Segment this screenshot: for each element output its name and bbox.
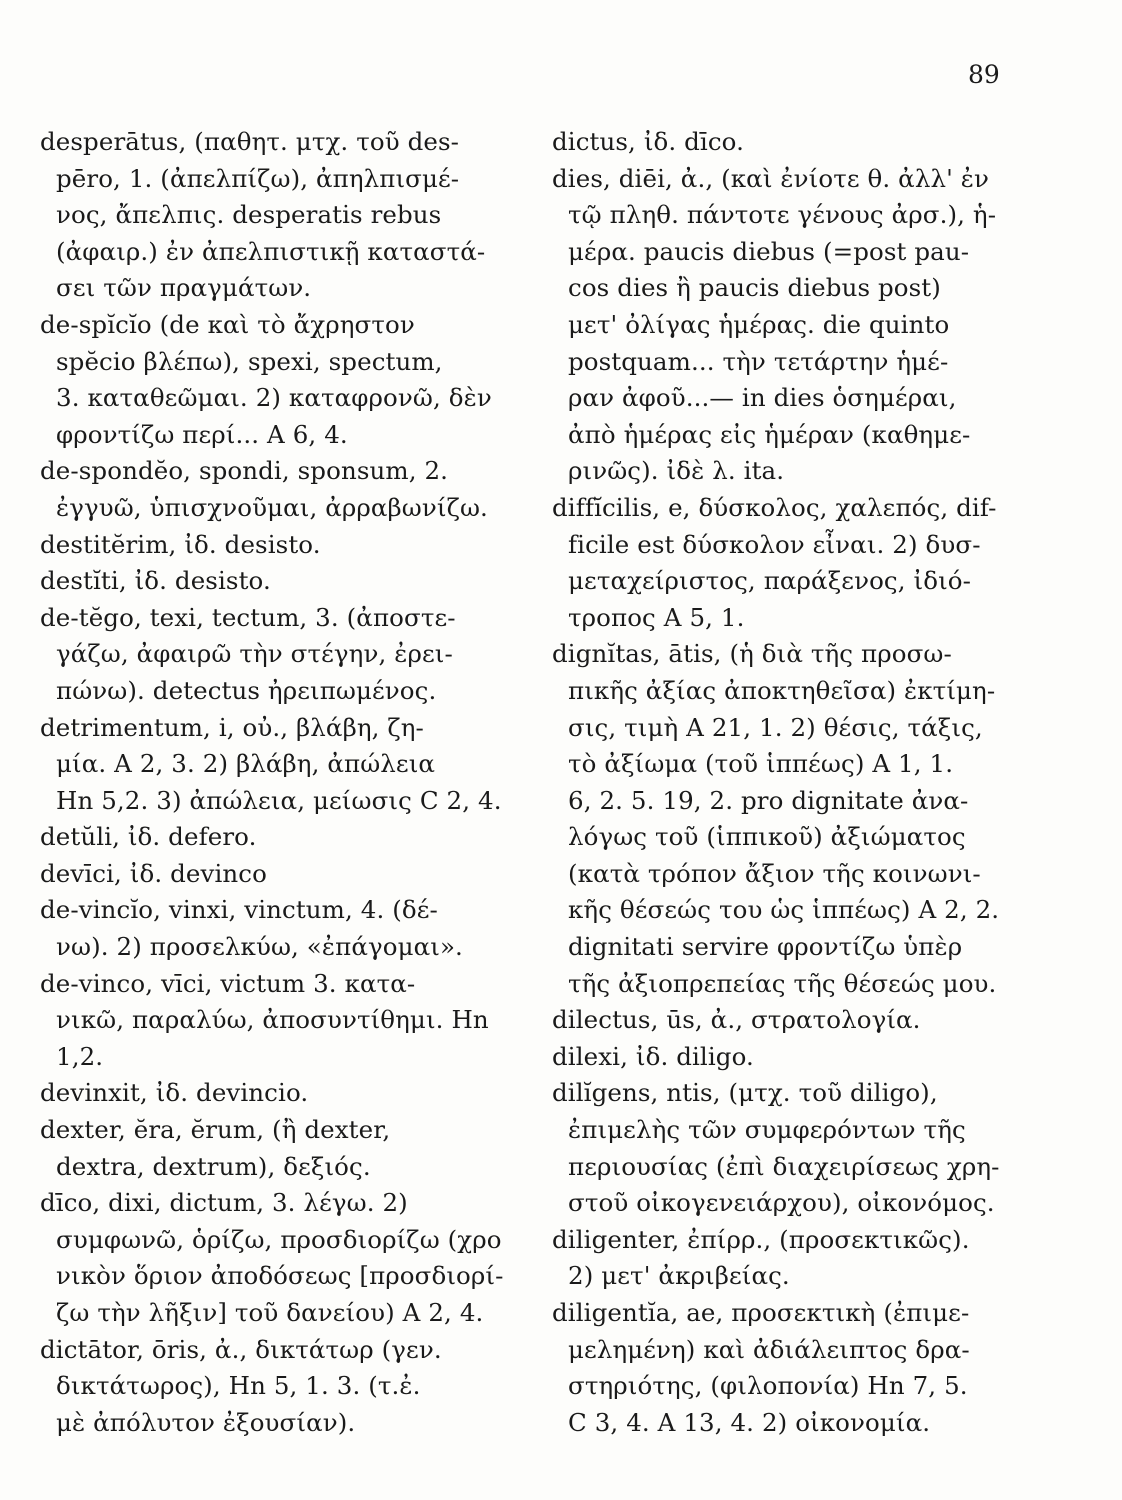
entry-continuation-line: dextra, dextrum), δεξιός. [56,1151,371,1181]
entry-headword-line: dilexi, ἰδ. diligo. [552,1041,754,1071]
entry-continuation-line: 6, 2. 5. 19, 2. pro dignitate ἀνα- [568,785,969,815]
entry-continuation-line: (ἀφαιρ.) ἐν ἀπελπιστικῇ καταστά- [56,236,486,266]
entry-continuation-line: ἀπὸ ἡμέρας εἰς ἡμέραν (καθημε- [568,419,971,449]
entry-continuation-line: ρινῶς). ἰδὲ λ. ita. [568,456,785,486]
entry-headword-line: dilectus, ūs, ἀ., στρατολογία. [552,1005,921,1035]
entry-headword-line: diligentĭa, ae, προσεκτικὴ (ἐπιμε- [552,1298,970,1327]
entry-continuation-line: dignitati servire φροντίζω ὑπὲρ [568,932,963,962]
left-column [40,124,530,1441]
entry-continuation-line: δικτάτωρος), Hn 5, 1. 3. (τ.ἐ. [56,1371,421,1401]
entry-headword-line: diffĭcilis, e, δύσκολος, χαλεπός, dif- [552,492,997,522]
entry-continuation-line: (κατὰ τρόπον ἄξιον τῆς κοινωνι- [568,858,981,888]
entry-continuation-line: C 3, 4. Α 13, 4. 2) οἰκονομία. [568,1407,931,1437]
entry-continuation-line: pēro, 1. (ἀπελπίζω), ἀπηλπισμέ- [56,163,460,193]
entry-continuation-line: στοῦ οἰκογενειάρχου), οἰκονόμος. [568,1188,995,1218]
entry-headword-line: destitĕrim, ἰδ. desisto. [40,529,321,559]
entry-continuation-line: μετ' ὀλίγας ἡμέρας. die quinto [568,309,950,339]
entry-headword-line: destĭti, ἰδ. desisto. [40,566,271,596]
entry-headword-line: de-spondĕo, spondi, sponsum, 2. [40,456,449,486]
entry-continuation-line: σει τῶν πραγμάτων. [56,273,312,303]
entry-headword-line: desperātus, (παθητ. μτχ. τοῦ des- [40,127,460,156]
entry-continuation-line: σις, τιμὴ Α 21, 1. 2) θέσις, τάξις, [568,712,983,742]
entry-headword-line: dilĭgens, ntis, (μτχ. τοῦ diligo), [552,1078,938,1108]
entry-headword-line: de-tĕgo, texi, tectum, 3. (ἀποστε- [40,602,456,632]
entry-continuation-line: ἐγγυῶ, ὑπισχνοῦμαι, ἀρραβωνίζω. [56,492,488,522]
entry-continuation-line: μέρα. paucis diebus (=post pau- [568,236,970,266]
entry-headword-line: dexter, ĕra, ĕrum, (ἢ dexter, [40,1115,391,1145]
entry-continuation-line: νος, ἄπελπις. desperatis rebus [56,200,442,230]
entry-continuation-line: νικὸν ὅριον ἀποδόσεως [προσδιορί- [56,1261,504,1291]
entry-continuation-line: πικῆς ἀξίας ἀποκτηθεῖσα) ἐκτίμη- [568,675,996,705]
entry-continuation-line: μεταχείριστος, παράξενος, ἰδιό- [568,566,972,596]
entry-continuation-line: τῷ πληθ. πάντοτε γένους ἀρσ.), ἡ- [568,200,997,230]
entry-headword-line: de-spĭcĭo (de καὶ τὸ ἄχρηστον [40,309,415,339]
entry-headword-line: dignĭtas, ātis, (ἡ διὰ τῆς προσω- [552,639,952,669]
entry-continuation-line: τροπος Α 5, 1. [568,602,745,632]
entry-continuation-line: γάζω, ἀφαιρῶ τὴν στέγην, ἐρει- [56,639,453,669]
entry-continuation-line: πώνω). detectus ἠρειπωμένος. [56,675,437,705]
entry-continuation-line: μὲ ἀπόλυτον ἐξουσίαν). [56,1407,356,1437]
entry-continuation-line: cos dies ἢ paucis diebus post) [568,273,941,303]
entry-continuation-line: περιουσίας (ἐπὶ διαχειρίσεως χρη- [568,1151,1000,1181]
entry-continuation-line: λόγως τοῦ (ἱππικοῦ) ἀξιώματος [568,822,966,852]
entry-continuation-line: 1,2. [56,1041,104,1071]
right-column [552,124,1007,1441]
entry-continuation-line: ζω τὴν λῆξιν] τοῦ δανείου) Α 2, 4. [56,1298,484,1327]
entry-continuation-line: τῆς ἀξιοπρεπείας τῆς θέσεώς μου. [568,968,997,998]
entry-continuation-line: postquam... τὴν τετάρτην ἡμέ- [568,346,949,376]
entry-continuation-line: φροντίζω περί... Α 6, 4. [56,419,348,449]
entry-headword-line: de-vinco, vīci, victum 3. κατα- [40,968,416,998]
entry-headword-line: dictus, ἰδ. dīco. [552,127,744,156]
entry-headword-line: detŭli, ἰδ. defero. [40,822,257,852]
entry-continuation-line: νικῶ, παραλύω, ἀποσυντίθημι. Hn [56,1005,489,1035]
entry-continuation-line: συμφωνῶ, ὁρίζω, προσδιορίζω (χρο [56,1224,502,1254]
entry-continuation-line: κῆς θέσεώς του ὡς ἱππέως) Α 2, 2. [568,895,1000,925]
entry-continuation-line: στηριότης, (φιλοπονία) Hn 7, 5. [568,1371,968,1401]
entry-continuation-line: μελημένη) καὶ ἀδιάλειπτος δρα- [568,1334,970,1364]
entry-continuation-line: νω). 2) προσελκύω, «ἐπάγομαι». [56,932,463,962]
entry-headword-line: devinxit, ἰδ. devincio. [40,1078,309,1108]
entry-continuation-line: ραν ἀφοῦ...— in dies ὁσημέραι, [568,383,957,413]
entry-continuation-line: 2) μετ' ἀκριβείας. [568,1261,790,1291]
entry-headword-line: devīci, ἰδ. devinco [40,858,267,888]
entry-headword-line: dīco, dixi, dictum, 3. λέγω. 2) [40,1188,408,1218]
entry-headword-line: detrimentum, i, οὐ., βλάβη, ζη- [40,712,424,742]
entry-continuation-line: ficile est δύσκολον εἶναι. 2) δυσ- [568,529,981,559]
entry-headword-line: diligenter, ἐπίρρ., (προσεκτικῶς). [552,1224,970,1254]
entry-headword-line: dictātor, ōris, ἀ., δικτάτωρ (γεν. [40,1334,442,1364]
entry-continuation-line: ἐπιμελὴς τῶν συμφερόντων τῆς [568,1115,966,1145]
entry-headword-line: dies, diēi, ἀ., (καὶ ἐνίοτε θ. ἀλλ' ἐν [552,163,990,193]
entry-headword-line: de-vincĭo, vinxi, vinctum, 4. (δέ- [40,895,438,925]
entry-continuation-line: μία. Α 2, 3. 2) βλάβη, ἀπώλεια [56,749,436,779]
entry-continuation-line: spĕcio βλέπω), spexi, spectum, [56,346,443,376]
page-number: 89 [968,60,1000,89]
entry-continuation-line: τὸ ἀξίωμα (τοῦ ἱππέως) Α 1, 1. [568,749,954,779]
entry-continuation-line: Hn 5,2. 3) ἀπώλεια, μείωσις C 2, 4. [56,785,502,815]
entry-continuation-line: 3. καταθεῶμαι. 2) καταφρονῶ, δὲν [56,383,492,413]
